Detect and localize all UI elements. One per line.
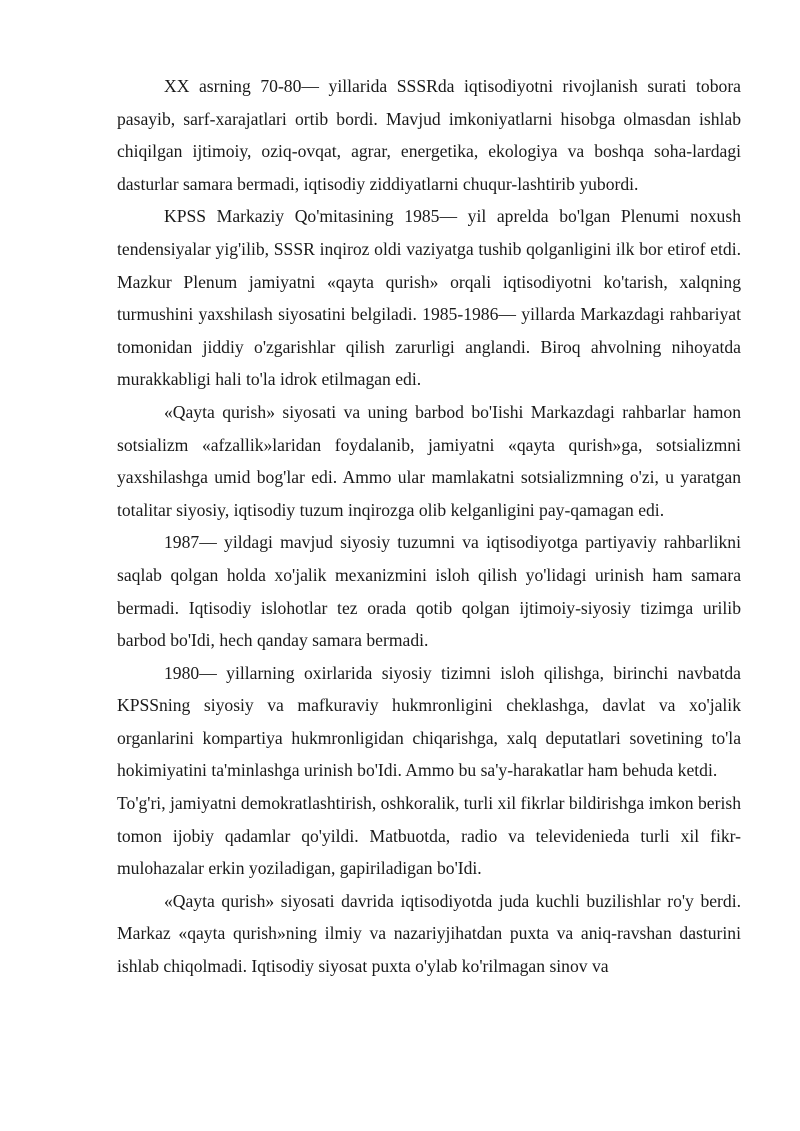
paragraph-1: XX asrning 70-80— yillarida SSSRda iqtisodiyotni rivojlanish surati tobora pasayib, sarf-xarajatlari ortib bordi. Mavjud imkoniyatlarni hisobga olmasdan ishlab chiqilgan ijtimoiy, oziq-ovqat, agrar, energetika, ekologiya va boshqa soha-lardagi dasturlar samara bermadi, iqtisodiy ziddiyatlarni chuqur-lashtirib yubordi. xyxy=(117,76,741,194)
paragraph-3: «Qayta qurish» siyosati va uning barbod bo'Iishi Markazdagi rahbarlar hamon sotsializm «afzallik»laridan foydalanib, jamiyatni «qayta qurish»ga, sotsializmni yaxshilashga umid bog'lar edi. Ammo ular mamlakatni sotsializmning o'zi, u yaratgan totalitar siyosiy, iqtisodiy tuzum inqirozga olib kelganligini pay-qamagan edi. xyxy=(117,401,741,520)
document-page xyxy=(117,70,741,983)
paragraph-6: To'g'ri, jamiyatni demokratlashtirish, oshkoralik, turli xil fikrlar bildirishga imkon berish tomon ijobiy qadamlar qo'yildi. Matbuotda, radio va televidenieda turli xil fikr-mulohazalar erkin yoziladigan, gapiriladigan bo'Idi. xyxy=(117,793,741,879)
paragraph-2: KPSS Markaziy Qo'mitasining 1985— yil aprelda bo'lgan Plenumi noxush tendensiyalar yig'ilib, SSSR inqiroz oldi vaziyatga tushib qolganligini ilk bor etirof etdi. Mazkur Plenum jamiyatni «qayta qurish» orqali iqtisodiyotni ko'tarish, xalqning turmushini yaxshilash siyosatini belgiladi. 1985-1986— yillarda Markazdagi rahbariyat tomonidan jiddiy o'zgarishlar qilish zarurligi anglandi. Biroq ahvolning nihoyatda murakkabligi hali to'la idrok etilmagan edi. xyxy=(117,206,741,390)
paragraph-7: «Qayta qurish» siyosati davrida iqtisodiyotda juda kuchli buzilishlar ro'y berdi. Markaz «qayta qurish»ning ilmiy va nazariyjihatdan puxta va aniq-ravshan dasturini ishlab chiqolmadi. Iqtisodiy siyosat puxta o'ylab ko'rilmagan sinov va xyxy=(117,890,741,977)
paragraph-4: 1987— yildagi mavjud siyosiy tuzumni va iqtisodiyotga partiyaviy rahbarlikni saqlab qolgan holda xo'jalik mexanizmini isloh qilish yo'lidagi urinish ham samara bermadi. Iqtisodiy islohotlar tez orada qotib qolgan ijtimoiy-siyosiy tizimga urilib barbod bo'Idi, hech qanday samara bermadi. xyxy=(117,532,741,651)
paragraph-5: 1980— yillarning oxirlarida siyosiy tizimni isloh qilishga, birinchi navbatda KPSSning siyosiy va mafkuraviy hukmronligini cheklashga, davlat va xo'jalik organlarini kompartiya hukmronligidan chiqarishga, xalq deputatlari sovetining to'la hokimiyatini ta'minlashga urinish bo'Idi. Ammo bu sa'y-harakatlar ham behuda ketdi. xyxy=(117,662,741,781)
